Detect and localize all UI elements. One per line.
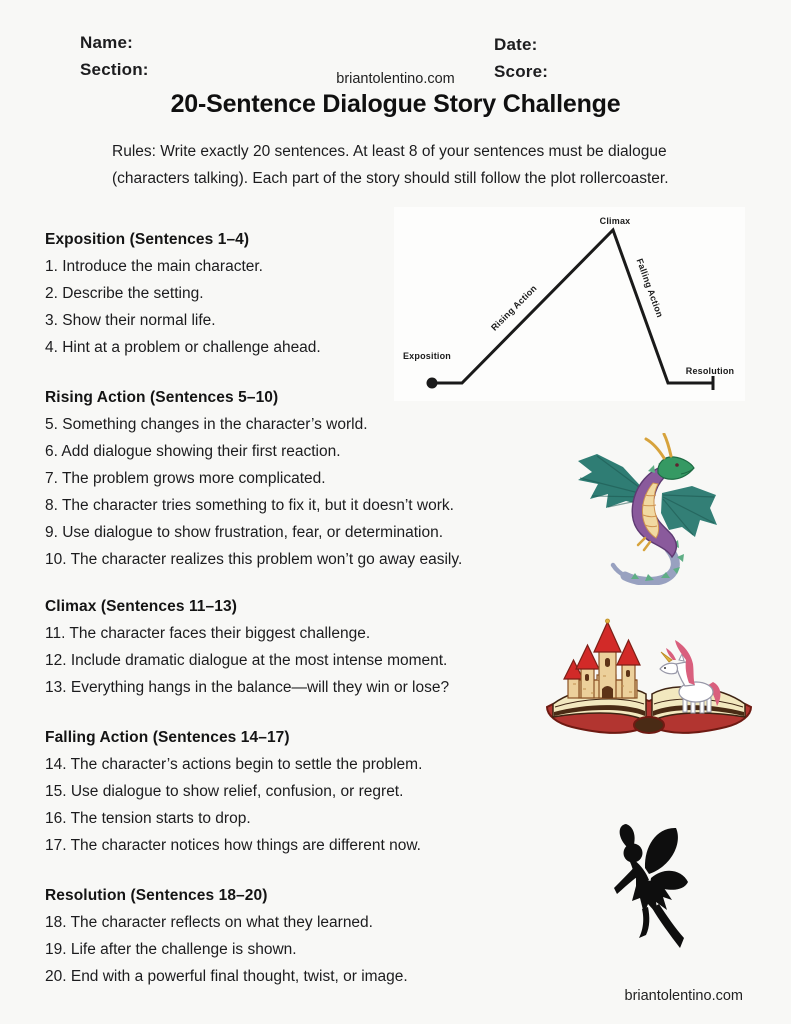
date-label: Date: bbox=[494, 35, 538, 54]
list-item: 9. Use dialogue to show frustration, fear, or determination. bbox=[45, 524, 444, 541]
diagram-label-rising-action: Rising Action bbox=[489, 283, 539, 333]
list-item: 3. Show their normal life. bbox=[45, 312, 216, 329]
dragon-illustration bbox=[565, 433, 745, 585]
section-heading: Rising Action (Sentences 5–10) bbox=[45, 389, 279, 406]
list-item: 5. Something changes in the character’s world. bbox=[45, 416, 368, 433]
list-item: 15. Use dialogue to show relief, confusion, or regret. bbox=[45, 783, 404, 800]
list-item: 12. Include dramatic dialogue at the most intense moment. bbox=[45, 652, 448, 669]
list-item: 20. End with a powerful final thought, twist, or image. bbox=[45, 968, 408, 985]
section-falling-action bbox=[45, 724, 545, 859]
score-label: Score: bbox=[494, 62, 549, 81]
list-item: 11. The character faces their biggest challenge. bbox=[45, 625, 371, 642]
section-heading: Exposition (Sentences 1–4) bbox=[45, 231, 250, 248]
storybook-illustration bbox=[543, 614, 755, 740]
fairy-silhouette-illustration bbox=[597, 821, 719, 959]
list-item: 19. Life after the challenge is shown. bbox=[45, 941, 297, 958]
list-item: 8. The character tries something to fix it, but it doesn’t work. bbox=[45, 497, 454, 514]
section-exposition bbox=[45, 226, 545, 361]
list-item: 7. The problem grows more complicated. bbox=[45, 470, 326, 487]
list-item: 17. The character notices how things are different now. bbox=[45, 837, 421, 854]
page-title: 20-Sentence Dialogue Story Challenge bbox=[170, 90, 621, 118]
section-resolution bbox=[45, 882, 545, 990]
list-item: 2. Describe the setting. bbox=[45, 285, 204, 302]
website-header: briantolentino.com bbox=[336, 71, 455, 87]
section-climax bbox=[45, 593, 545, 701]
section-heading: Falling Action (Sentences 14–17) bbox=[45, 729, 290, 746]
list-item: 14. The character’s actions begin to settle the problem. bbox=[45, 756, 423, 773]
name-label: Name: bbox=[80, 33, 133, 52]
diagram-label-falling-action: Falling Action bbox=[634, 257, 666, 319]
list-item: 18. The character reflects on what they learned. bbox=[45, 914, 373, 931]
diagram-label-climax: Climax bbox=[599, 216, 631, 226]
list-item: 16. The tension starts to drop. bbox=[45, 810, 251, 827]
section-label: Section: bbox=[80, 60, 149, 79]
website-footer: briantolentino.com bbox=[624, 988, 743, 1004]
section-heading: Climax (Sentences 11–13) bbox=[45, 598, 237, 615]
list-item: 1. Introduce the main character. bbox=[45, 258, 263, 275]
list-item: 10. The character realizes this problem won’t go away easily. bbox=[45, 551, 463, 568]
section-heading: Resolution (Sentences 18–20) bbox=[45, 887, 268, 904]
castle bbox=[564, 619, 640, 698]
list-item: 6. Add dialogue showing their first reaction. bbox=[45, 443, 341, 460]
diagram-label-resolution: Resolution bbox=[685, 366, 735, 376]
diagram-label-exposition: Exposition bbox=[402, 351, 452, 361]
list-item: 4. Hint at a problem or challenge ahead. bbox=[45, 339, 321, 356]
rules-text: Rules: Write exactly 20 sentences. At least 8 of your sentences must be dialogue (characters talking). Each part of the story should still follow the plot rollercoaster. bbox=[112, 143, 669, 187]
section-rising-action bbox=[45, 384, 545, 573]
list-item: 13. Everything hangs in the balance—will they win or lose? bbox=[45, 679, 450, 696]
